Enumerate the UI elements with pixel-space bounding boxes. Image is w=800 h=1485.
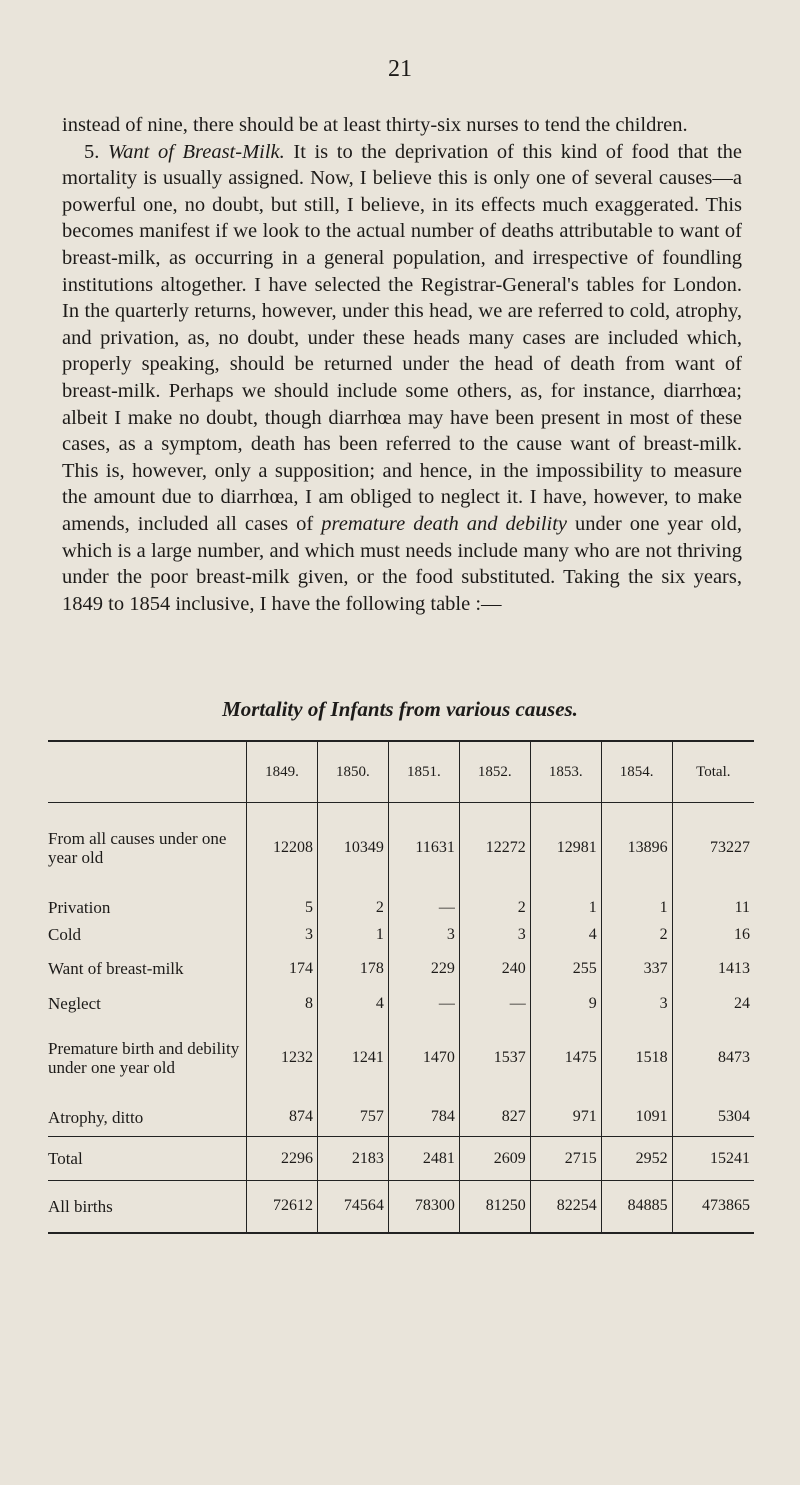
table-cell: 2609 — [459, 1137, 530, 1181]
paragraph-emphasis: premature death and debility — [321, 512, 568, 535]
row-label: Premature birth and debility under one year old — [48, 1038, 240, 1077]
header-cell: 1852. — [459, 741, 530, 803]
table-cell: 3 — [459, 923, 530, 947]
table-cell: — — [388, 893, 459, 923]
table-cell: 81250 — [459, 1181, 530, 1233]
table-cell: 1475 — [530, 1017, 601, 1099]
table-cell: 24 — [672, 991, 754, 1017]
table-cell: 473865 — [672, 1181, 754, 1233]
table-cell: 174 — [247, 947, 318, 991]
table-cell: 12272 — [459, 803, 530, 893]
table-cell: 1518 — [601, 1017, 672, 1099]
table-cell: 178 — [317, 947, 388, 991]
row-label: Neglect — [48, 994, 101, 1013]
table-cell: 2481 — [388, 1137, 459, 1181]
paragraph-text-b: under one year old, which is a large number, and which must needs include many who are not thriving under the poor breast-milk given, or the food substituted. Taking the six years, 1849 to 1854 inclusive, I have the following table :— — [62, 512, 743, 615]
row-label: Want of breast-milk — [48, 959, 184, 978]
table-cell: 84885 — [601, 1181, 672, 1233]
table-cell: 1 — [601, 893, 672, 923]
table-cell: 1413 — [672, 947, 754, 991]
table-cell: 827 — [459, 1099, 530, 1137]
table-row-total — [48, 1137, 754, 1181]
table-cell: 73227 — [672, 803, 754, 893]
body-text — [62, 112, 742, 617]
table-row — [48, 1099, 754, 1137]
table-cell: 13896 — [601, 803, 672, 893]
mortality-table — [48, 740, 754, 1234]
table-cell: 971 — [530, 1099, 601, 1137]
table-caption: Mortality of Infants from various causes. — [222, 697, 578, 721]
header-cell: 1849. — [247, 741, 318, 803]
table-cell: 2 — [601, 923, 672, 947]
table-row — [48, 923, 754, 947]
table-cell: 74564 — [317, 1181, 388, 1233]
header-cell: 1850. — [317, 741, 388, 803]
table-cell: 2 — [459, 893, 530, 923]
table-cell: 3 — [247, 923, 318, 947]
table-cell: 11 — [672, 893, 754, 923]
table-row — [48, 1017, 754, 1099]
table-row-all-births — [48, 1181, 754, 1233]
section-heading: Want of Breast-Milk. — [107, 140, 285, 163]
row-label: Cold — [48, 925, 82, 944]
table-cell: 15241 — [672, 1137, 754, 1181]
table-cell: 2952 — [601, 1137, 672, 1181]
table-cell: 757 — [317, 1099, 388, 1137]
table-cell: 2715 — [530, 1137, 601, 1181]
table-cell: 1 — [530, 893, 601, 923]
table-cell: 16 — [672, 923, 754, 947]
table-cell: 240 — [459, 947, 530, 991]
table-cell: — — [459, 991, 530, 1017]
table-cell: 1 — [317, 923, 388, 947]
table-cell: 1241 — [317, 1017, 388, 1099]
table-cell: 72612 — [247, 1181, 318, 1233]
row-label: From all causes under one year old — [48, 828, 227, 867]
header-cell: 1851. — [388, 741, 459, 803]
table-cell: 9 — [530, 991, 601, 1017]
section-number: 5. — [84, 140, 100, 163]
table-cell: 12208 — [247, 803, 318, 893]
table-cell: 78300 — [388, 1181, 459, 1233]
table-cell: 1091 — [601, 1099, 672, 1137]
table-cell: 255 — [530, 947, 601, 991]
paragraph-continuation: instead of nine, there should be at least thirty-six nurses to tend the children. — [62, 114, 688, 136]
header-cell: 1854. — [601, 741, 672, 803]
page-number: 21 — [388, 56, 412, 82]
table-cell: 2183 — [317, 1137, 388, 1181]
table-cell: 4 — [530, 923, 601, 947]
table-cell: 1232 — [247, 1017, 318, 1099]
table-cell: 8 — [247, 991, 318, 1017]
table-cell: 11631 — [388, 803, 459, 893]
paragraph-text-a: It is to the deprivation of this kind of food that the mortality is usually assigned. Now, I believe this is only one of several causes—a powerful one, no doubt, but still, I believe, in its effects much exaggerated. This becomes manifest if we look to the actual number of deaths attributable to want of breast-milk, as occurring in a general population, and irrespective of foundling institutions altogether. I have selected the Registrar-General's tables for London. In the quarterly returns, however, under this head, we are referred to cold, atrophy, and privation, as, no doubt, under these heads many cases are included which, properly speaking, should be returned under the head of death from want of breast-milk. Perhaps we should include some others, as, for instance, diarrhœa; albeit I make no doubt, though diarrhœa may have been present in most of these cases, as a symptom, death has been referred to the cause want of breast-milk. This is, however, only a supposition; and hence, in the impossibility to measure the amount due to diarrhœa, I am obliged to neglect it. I have, however, to make amends, included all cases of — [62, 140, 742, 535]
table-cell: 874 — [247, 1099, 318, 1137]
paragraph-want-of-breast-milk — [62, 139, 742, 618]
row-label: Total — [48, 1137, 247, 1181]
table-cell: — — [388, 991, 459, 1017]
table-cell: 5 — [247, 893, 318, 923]
table-row — [48, 991, 754, 1017]
table-cell: 3 — [601, 991, 672, 1017]
table-cell: 4 — [317, 991, 388, 1017]
table-cell: 337 — [601, 947, 672, 991]
table-row — [48, 947, 754, 991]
table-cell: 2296 — [247, 1137, 318, 1181]
row-label: Privation — [48, 898, 111, 917]
table-row — [48, 803, 754, 893]
table-header-row — [48, 741, 754, 803]
table-row — [48, 893, 754, 923]
table-cell: 1537 — [459, 1017, 530, 1099]
table-cell: 82254 — [530, 1181, 601, 1233]
table-cell: 5304 — [672, 1099, 754, 1137]
table-cell: 8473 — [672, 1017, 754, 1099]
table-cell: 12981 — [530, 803, 601, 893]
header-cell — [48, 741, 247, 803]
table-cell: 2 — [317, 893, 388, 923]
table-cell: 1470 — [388, 1017, 459, 1099]
table-cell: 229 — [388, 947, 459, 991]
row-label: Atrophy, ditto — [48, 1107, 144, 1127]
header-cell: Total. — [672, 741, 754, 803]
table-cell: 3 — [388, 923, 459, 947]
table-cell: 10349 — [317, 803, 388, 893]
row-label: All births — [48, 1181, 247, 1233]
header-cell: 1853. — [530, 741, 601, 803]
table-cell: 784 — [388, 1099, 459, 1137]
